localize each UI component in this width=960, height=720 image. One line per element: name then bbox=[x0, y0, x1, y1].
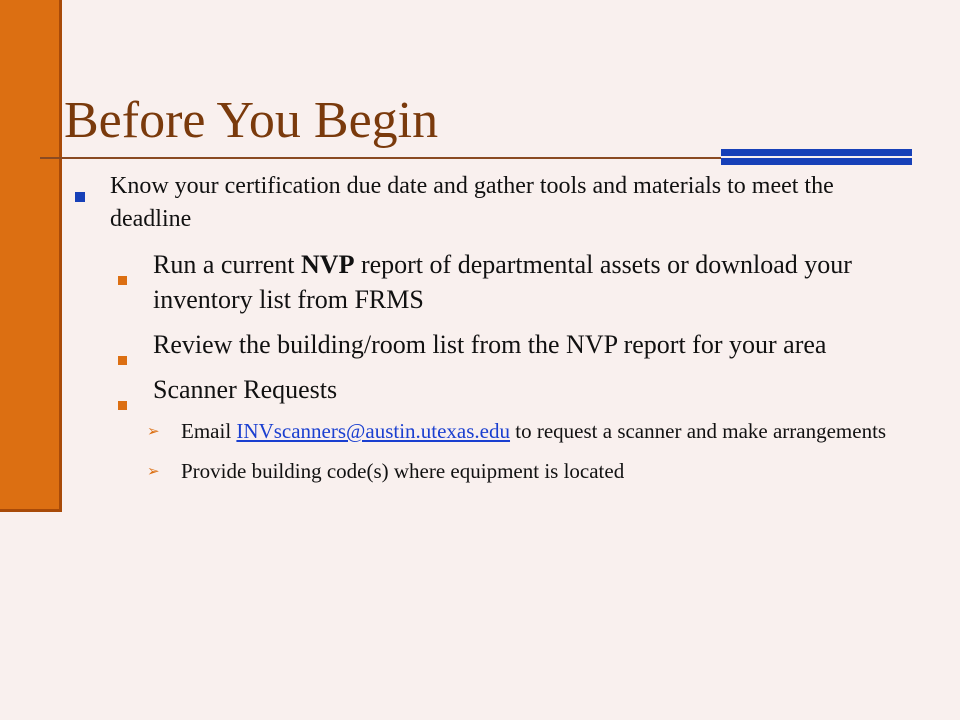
bullet-know-due-date bbox=[75, 170, 915, 236]
bullet-text-end: to request a scanner and make arrangements bbox=[510, 419, 887, 443]
bullet-scanner-requests bbox=[118, 372, 915, 407]
arrow-bullet-icon: ➢ bbox=[147, 462, 160, 480]
bullet-text-start: Run a current bbox=[153, 250, 302, 279]
slide-content bbox=[75, 170, 915, 497]
square-bullet-icon bbox=[118, 384, 127, 419]
bullet-text: Scanner Requests bbox=[153, 375, 338, 404]
bullet-review-list bbox=[118, 327, 915, 362]
arrow-bullet-icon: ➢ bbox=[147, 422, 160, 440]
bullet-text-start: Email bbox=[181, 419, 237, 443]
square-bullet-icon bbox=[118, 339, 127, 374]
bullet-run-report bbox=[118, 247, 915, 317]
slide-title: Before You Begin bbox=[64, 92, 439, 149]
bullet-provide-building-code bbox=[147, 457, 915, 485]
square-bullet-icon bbox=[118, 259, 127, 294]
blue-accent-bar bbox=[721, 149, 912, 165]
left-accent-bar bbox=[0, 0, 62, 512]
bullet-text: Know your certification due date and gather tools and materials to meet the deadline bbox=[110, 173, 834, 232]
bullet-text: Review the building/room list from the NVP report for your area bbox=[153, 330, 827, 359]
bullet-text: Provide building code(s) where equipment is located bbox=[181, 459, 625, 483]
bullet-text-bold: NVP bbox=[301, 250, 355, 279]
square-bullet-icon bbox=[75, 179, 85, 212]
bullet-text-end: report of departmental assets or download your inventory list from FRMS bbox=[153, 250, 852, 314]
bullet-email-request bbox=[147, 417, 915, 445]
email-link[interactable]: INVscanners@austin.utexas.edu bbox=[236, 419, 511, 443]
